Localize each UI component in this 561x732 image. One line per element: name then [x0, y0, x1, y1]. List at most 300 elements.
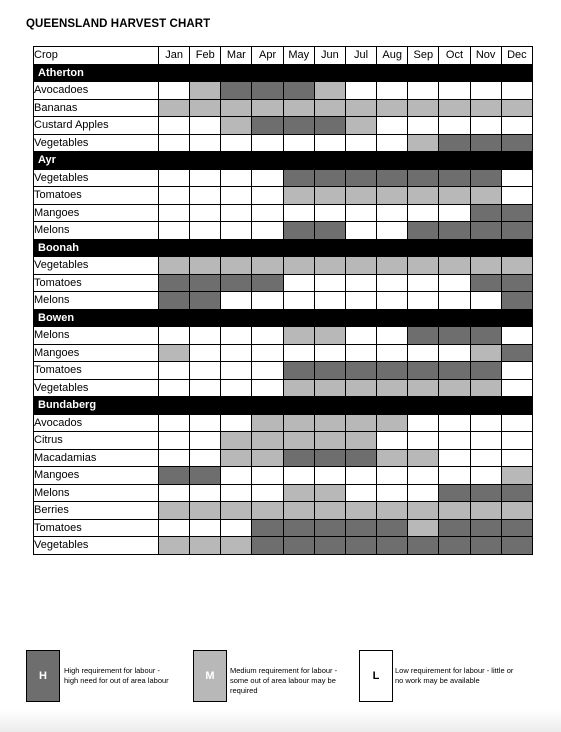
month-header: May	[283, 47, 314, 65]
labour-level-cell	[221, 292, 252, 310]
crop-name: Citrus	[34, 432, 159, 450]
labour-level-cell	[408, 204, 439, 222]
labour-level-cell	[252, 414, 283, 432]
crop-row	[34, 344, 533, 362]
labour-level-cell	[314, 519, 345, 537]
labour-level-cell	[408, 519, 439, 537]
labour-level-cell	[314, 432, 345, 450]
labour-level-cell	[221, 134, 252, 152]
labour-level-cell	[345, 134, 376, 152]
labour-level-cell	[408, 327, 439, 345]
labour-level-cell	[221, 169, 252, 187]
labour-level-cell	[470, 187, 501, 205]
region-name: Bundaberg	[34, 397, 533, 415]
labour-level-cell	[470, 82, 501, 100]
labour-level-cell	[283, 327, 314, 345]
labour-level-cell	[408, 414, 439, 432]
labour-level-cell	[252, 537, 283, 555]
labour-level-cell	[470, 414, 501, 432]
labour-level-cell	[314, 82, 345, 100]
labour-level-cell	[345, 117, 376, 135]
labour-level-cell	[345, 204, 376, 222]
labour-level-cell	[252, 327, 283, 345]
labour-level-cell	[159, 362, 190, 380]
labour-level-cell	[159, 187, 190, 205]
labour-level-cell	[408, 449, 439, 467]
labour-level-cell	[501, 537, 532, 555]
labour-level-cell	[283, 344, 314, 362]
labour-level-cell	[252, 99, 283, 117]
labour-level-cell	[345, 484, 376, 502]
labour-level-cell	[377, 502, 408, 520]
labour-level-cell	[252, 204, 283, 222]
labour-level-cell	[470, 292, 501, 310]
labour-level-cell	[252, 292, 283, 310]
crop-name: Melons	[34, 222, 159, 240]
labour-level-cell	[377, 292, 408, 310]
labour-level-cell	[283, 117, 314, 135]
labour-level-cell	[252, 134, 283, 152]
labour-level-cell	[283, 379, 314, 397]
crop-name: Tomatoes	[34, 187, 159, 205]
labour-level-cell	[159, 222, 190, 240]
labour-level-cell	[252, 519, 283, 537]
harvest-chart-table	[33, 46, 533, 555]
labour-level-cell	[221, 99, 252, 117]
labour-level-cell	[501, 414, 532, 432]
labour-level-cell	[283, 502, 314, 520]
labour-level-cell	[408, 362, 439, 380]
labour-level-cell	[314, 117, 345, 135]
labour-level-cell	[252, 502, 283, 520]
labour-level-cell	[314, 327, 345, 345]
labour-level-cell	[159, 99, 190, 117]
region-name: Bowen	[34, 309, 533, 327]
labour-level-cell	[159, 117, 190, 135]
labour-level-cell	[159, 169, 190, 187]
labour-level-cell	[377, 467, 408, 485]
labour-level-cell	[252, 187, 283, 205]
labour-level-cell	[470, 274, 501, 292]
labour-level-cell	[408, 274, 439, 292]
labour-level-cell	[283, 99, 314, 117]
labour-level-cell	[470, 519, 501, 537]
labour-level-cell	[470, 327, 501, 345]
crop-name: Melons	[34, 484, 159, 502]
labour-level-cell	[345, 344, 376, 362]
labour-level-cell	[283, 432, 314, 450]
crop-name: Avocados	[34, 414, 159, 432]
labour-level-cell	[377, 117, 408, 135]
labour-level-cell	[221, 82, 252, 100]
labour-level-cell	[159, 82, 190, 100]
labour-level-cell	[159, 344, 190, 362]
month-header: Feb	[190, 47, 221, 65]
labour-level-cell	[190, 117, 221, 135]
labour-level-cell	[470, 432, 501, 450]
labour-level-cell	[345, 537, 376, 555]
labour-level-cell	[439, 222, 470, 240]
labour-level-cell	[345, 222, 376, 240]
region-row	[34, 309, 533, 327]
labour-level-cell	[314, 99, 345, 117]
labour-level-cell	[439, 292, 470, 310]
labour-level-cell	[314, 292, 345, 310]
crop-row	[34, 484, 533, 502]
labour-level-cell	[190, 257, 221, 275]
labour-level-cell	[314, 467, 345, 485]
labour-level-cell	[314, 187, 345, 205]
crop-row	[34, 169, 533, 187]
labour-level-cell	[221, 449, 252, 467]
labour-level-cell	[221, 414, 252, 432]
labour-level-cell	[501, 257, 532, 275]
labour-level-cell	[377, 449, 408, 467]
labour-level-cell	[190, 327, 221, 345]
crop-row	[34, 519, 533, 537]
labour-level-cell	[439, 82, 470, 100]
labour-level-cell	[408, 169, 439, 187]
labour-level-cell	[190, 134, 221, 152]
crop-row	[34, 222, 533, 240]
labour-level-cell	[377, 432, 408, 450]
labour-level-cell	[252, 274, 283, 292]
labour-level-cell	[439, 362, 470, 380]
labour-level-cell	[159, 484, 190, 502]
month-header: Apr	[252, 47, 283, 65]
labour-level-cell	[252, 362, 283, 380]
labour-level-cell	[377, 414, 408, 432]
harvest-chart-body	[34, 64, 533, 554]
labour-level-cell	[221, 274, 252, 292]
labour-level-cell	[501, 222, 532, 240]
crop-name: Vegetables	[34, 169, 159, 187]
labour-level-cell	[408, 99, 439, 117]
crop-row	[34, 117, 533, 135]
labour-level-cell	[314, 537, 345, 555]
labour-level-cell	[190, 414, 221, 432]
labour-level-cell	[345, 362, 376, 380]
labour-level-cell	[221, 467, 252, 485]
labour-level-cell	[470, 222, 501, 240]
labour-level-cell	[439, 169, 470, 187]
region-name: Boonah	[34, 239, 533, 257]
labour-level-cell	[221, 484, 252, 502]
labour-level-cell	[221, 187, 252, 205]
labour-level-cell	[221, 222, 252, 240]
labour-level-cell	[377, 274, 408, 292]
crop-row	[34, 449, 533, 467]
labour-level-cell	[377, 82, 408, 100]
region-name: Ayr	[34, 152, 533, 170]
labour-level-cell	[190, 432, 221, 450]
labour-level-cell	[190, 169, 221, 187]
labour-level-cell	[283, 204, 314, 222]
labour-level-cell	[221, 362, 252, 380]
labour-level-cell	[190, 502, 221, 520]
labour-level-cell	[501, 344, 532, 362]
labour-level-cell	[252, 169, 283, 187]
legend-low-label: Low requirement for labour - little or no work may be available	[395, 666, 514, 685]
crop-row	[34, 292, 533, 310]
crop-row	[34, 134, 533, 152]
labour-level-cell	[408, 257, 439, 275]
labour-level-cell	[314, 449, 345, 467]
crop-name: Vegetables	[34, 379, 159, 397]
labour-level-cell	[377, 519, 408, 537]
labour-level-cell	[221, 432, 252, 450]
crop-name: Macadamias	[34, 449, 159, 467]
labour-level-cell	[470, 117, 501, 135]
labour-level-cell	[159, 432, 190, 450]
labour-level-cell	[314, 169, 345, 187]
labour-level-cell	[283, 519, 314, 537]
labour-level-cell	[439, 467, 470, 485]
labour-level-cell	[252, 344, 283, 362]
labour-level-cell	[501, 432, 532, 450]
crop-name: Vegetables	[34, 537, 159, 555]
crop-name: Tomatoes	[34, 362, 159, 380]
labour-level-cell	[408, 187, 439, 205]
labour-level-cell	[470, 204, 501, 222]
crop-name: Bananas	[34, 99, 159, 117]
labour-level-cell	[252, 379, 283, 397]
labour-level-cell	[470, 344, 501, 362]
labour-level-cell	[159, 379, 190, 397]
labour-level-cell	[408, 82, 439, 100]
labour-level-cell	[501, 117, 532, 135]
labour-level-cell	[221, 537, 252, 555]
legend-high-label: High requirement for labour - high need for out of area labour	[64, 666, 169, 685]
month-header: Sep	[408, 47, 439, 65]
labour-level-cell	[439, 484, 470, 502]
page-title: QUEENSLAND HARVEST CHART	[26, 18, 211, 30]
labour-level-cell	[159, 467, 190, 485]
labour-level-cell	[283, 292, 314, 310]
crop-name: Vegetables	[34, 134, 159, 152]
labour-level-cell	[377, 257, 408, 275]
labour-level-cell	[501, 187, 532, 205]
labour-level-cell	[439, 274, 470, 292]
labour-level-cell	[439, 327, 470, 345]
labour-level-cell	[159, 327, 190, 345]
labour-level-cell	[159, 537, 190, 555]
labour-level-cell	[470, 99, 501, 117]
labour-level-cell	[190, 99, 221, 117]
legend-medium-swatch: M	[193, 650, 227, 702]
region-name: Atherton	[34, 64, 533, 82]
labour-level-cell	[159, 257, 190, 275]
legend-high-swatch: H	[26, 650, 60, 702]
labour-level-cell	[439, 502, 470, 520]
region-row	[34, 152, 533, 170]
labour-level-cell	[345, 99, 376, 117]
labour-level-cell	[439, 344, 470, 362]
labour-level-cell	[345, 274, 376, 292]
crop-name: Berries	[34, 502, 159, 520]
labour-level-cell	[377, 222, 408, 240]
labour-level-cell	[252, 449, 283, 467]
labour-level-cell	[470, 379, 501, 397]
crop-row	[34, 82, 533, 100]
labour-level-cell	[377, 187, 408, 205]
labour-level-cell	[501, 327, 532, 345]
labour-level-cell	[470, 362, 501, 380]
labour-level-cell	[345, 414, 376, 432]
labour-level-cell	[252, 222, 283, 240]
crop-row	[34, 502, 533, 520]
crop-name: Mangoes	[34, 467, 159, 485]
crop-row	[34, 362, 533, 380]
labour-level-cell	[345, 519, 376, 537]
labour-level-cell	[377, 134, 408, 152]
labour-level-cell	[470, 502, 501, 520]
month-header: Jul	[345, 47, 376, 65]
crop-row	[34, 274, 533, 292]
month-header: Aug	[377, 47, 408, 65]
crop-name: Mangoes	[34, 204, 159, 222]
labour-level-cell	[190, 204, 221, 222]
crop-name: Avocadoes	[34, 82, 159, 100]
labour-level-cell	[377, 204, 408, 222]
labour-level-cell	[501, 502, 532, 520]
labour-level-cell	[190, 222, 221, 240]
labour-level-cell	[501, 362, 532, 380]
labour-level-cell	[314, 274, 345, 292]
labour-level-cell	[221, 519, 252, 537]
crop-name: Tomatoes	[34, 519, 159, 537]
labour-level-cell	[314, 344, 345, 362]
labour-level-cell	[439, 449, 470, 467]
labour-level-cell	[283, 257, 314, 275]
labour-level-cell	[345, 379, 376, 397]
labour-level-cell	[190, 484, 221, 502]
labour-level-cell	[439, 117, 470, 135]
labour-level-cell	[439, 432, 470, 450]
labour-level-cell	[283, 82, 314, 100]
labour-level-cell	[408, 379, 439, 397]
labour-level-cell	[377, 327, 408, 345]
labour-level-cell	[408, 292, 439, 310]
region-row	[34, 239, 533, 257]
labour-level-cell	[159, 274, 190, 292]
labour-level-cell	[190, 274, 221, 292]
labour-level-cell	[283, 274, 314, 292]
labour-level-cell	[501, 449, 532, 467]
labour-level-cell	[221, 327, 252, 345]
labour-level-cell	[159, 519, 190, 537]
labour-level-cell	[408, 467, 439, 485]
labour-level-cell	[221, 204, 252, 222]
crop-row	[34, 99, 533, 117]
crop-row	[34, 414, 533, 432]
labour-level-cell	[283, 222, 314, 240]
labour-level-cell	[283, 414, 314, 432]
labour-level-cell	[470, 169, 501, 187]
labour-level-cell	[221, 257, 252, 275]
labour-level-cell	[190, 187, 221, 205]
crop-row	[34, 432, 533, 450]
labour-level-cell	[439, 519, 470, 537]
labour-level-cell	[190, 537, 221, 555]
labour-level-cell	[470, 257, 501, 275]
table-header-row	[34, 47, 533, 65]
labour-level-cell	[501, 99, 532, 117]
labour-level-cell	[221, 344, 252, 362]
labour-level-cell	[159, 134, 190, 152]
labour-level-cell	[501, 134, 532, 152]
labour-level-cell	[377, 99, 408, 117]
labour-level-cell	[252, 432, 283, 450]
labour-level-cell	[314, 134, 345, 152]
labour-level-cell	[314, 204, 345, 222]
labour-level-cell	[408, 537, 439, 555]
labour-level-cell	[314, 484, 345, 502]
labour-level-cell	[190, 344, 221, 362]
crop-row	[34, 379, 533, 397]
labour-level-cell	[345, 432, 376, 450]
labour-level-cell	[252, 117, 283, 135]
labour-level-cell	[377, 344, 408, 362]
labour-level-cell	[501, 82, 532, 100]
labour-level-cell	[408, 502, 439, 520]
labour-level-cell	[345, 187, 376, 205]
legend-medium-label: Medium requirement for labour - some out of area labour may be required	[230, 666, 338, 695]
labour-level-cell	[159, 204, 190, 222]
region-row	[34, 397, 533, 415]
labour-level-cell	[221, 117, 252, 135]
month-header: Nov	[470, 47, 501, 65]
labour-level-cell	[283, 467, 314, 485]
labour-level-cell	[190, 362, 221, 380]
labour-level-cell	[345, 257, 376, 275]
labour-level-cell	[283, 449, 314, 467]
labour-level-cell	[470, 537, 501, 555]
labour-level-cell	[345, 327, 376, 345]
crop-name: Custard Apples	[34, 117, 159, 135]
labour-level-cell	[439, 379, 470, 397]
crop-name: Vegetables	[34, 257, 159, 275]
labour-level-cell	[283, 537, 314, 555]
crop-column-header: Crop	[34, 47, 159, 65]
labour-level-cell	[408, 344, 439, 362]
labour-level-cell	[190, 467, 221, 485]
month-header: Jun	[314, 47, 345, 65]
labour-level-cell	[345, 292, 376, 310]
labour-level-cell	[470, 449, 501, 467]
crop-row	[34, 327, 533, 345]
month-header: Dec	[501, 47, 532, 65]
labour-level-cell	[314, 414, 345, 432]
month-header: Jan	[159, 47, 190, 65]
legend-low-swatch: L	[359, 650, 393, 702]
labour-level-cell	[439, 537, 470, 555]
labour-level-cell	[501, 274, 532, 292]
labour-level-cell	[439, 204, 470, 222]
labour-level-cell	[501, 467, 532, 485]
labour-level-cell	[190, 519, 221, 537]
labour-level-cell	[345, 82, 376, 100]
month-header: Oct	[439, 47, 470, 65]
region-row	[34, 64, 533, 82]
labour-level-cell	[314, 222, 345, 240]
labour-level-cell	[314, 362, 345, 380]
page-footer-shade	[0, 710, 561, 732]
labour-level-cell	[283, 134, 314, 152]
labour-level-cell	[314, 257, 345, 275]
labour-level-cell	[408, 222, 439, 240]
labour-level-cell	[501, 204, 532, 222]
